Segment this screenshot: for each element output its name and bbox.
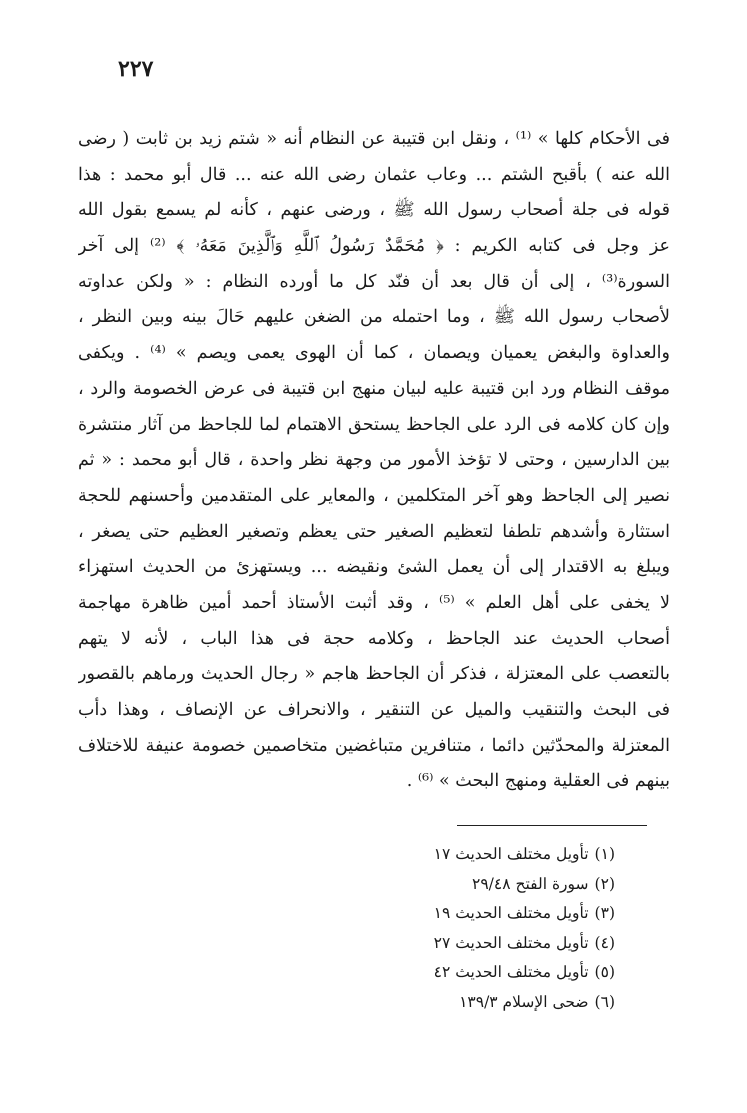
footnote-number: (٤) [594, 933, 615, 952]
text-line: المعتزلة والمحدّثين دائما ، متنافرين متباغضين متخاصمين خصومة عنيفة للاختلاف [78, 735, 670, 756]
text-line: وإن كان كلامه فى الرد على الجاحظ يستحق الاهتمام لما للجاحظ من آثار منتشرة [78, 414, 670, 435]
text-line: بالتعصب على المعتزلة ، فذكر أن الجاحظ هاجم « رجال الحديث ورماهم بالقصور [78, 664, 670, 685]
text-line: استثارة وأشدهم تلطفا لتعظيم الصغير حتى يعظم وتصغير العظيم حتى يصغر ، [78, 521, 670, 542]
text-line: السورة⁽³⁾ ، إلى أن قال بعد أن فنّد كل ما أورده النظام : « ولكن عداوته [78, 271, 670, 292]
text-line: الله عنه ) بأقبح الشتم ... وعاب عثمان رضى الله عنه ... قال أبو محمد : هذا [78, 164, 670, 185]
footnote-number: (٣) [594, 904, 615, 922]
text-line: لا يخفى على أهل العلم » ⁽⁵⁾ ، وقد أثبت الأستاذ أحمد أمين ظاهرة مهاجمة [78, 592, 670, 613]
footnote-item [255, 840, 615, 870]
main-text [78, 122, 670, 800]
footnotes-list [255, 840, 615, 1017]
footnote-text: تأويل مختلف الحديث ١٧ [433, 845, 589, 863]
text-line: فى البحث والتنقيب والميل عن التنقير ، والانحراف عن الإنصاف ، وهذا دأب [78, 700, 670, 720]
footnote-item [255, 929, 615, 959]
footnote-text: ضحى الإسلام ١٣٩/٣ [459, 992, 589, 1011]
text-line: لأصحاب رسول الله ﷺ ، وما احتمله من الضغن عليهم حَالَ بينه وبين النظر ، [78, 307, 670, 328]
footnote-number: (٢) [594, 874, 615, 893]
footnote-item [255, 870, 615, 900]
page-number: ٢٢٧ [118, 56, 154, 82]
footnote-item [255, 958, 615, 988]
text-line: ويبلغ به الاقتدار إلى أن يعمل الشئ ونقيضه ... ويستهزئ من الحديث استهزاء [78, 557, 670, 578]
text-line: عز وجل فى كتابه الكريم : ﴿ مُحَمَّدٌ رَسُولُ ٱللَّهِ وَٱلَّذِينَ مَعَهُۥ ﴾ ⁽²⁾ إلى آخر [78, 236, 670, 257]
footnote-text: تأويل مختلف الحديث ٤٢ [433, 963, 589, 981]
footnote-separator [457, 825, 647, 826]
footnote-item [255, 988, 615, 1018]
footnote-number: (٦) [594, 992, 615, 1011]
footnote-number: (١) [594, 845, 615, 863]
text-line: والعداوة والبغض يعميان ويصمان ، كما أن الهوى يعمى ويصم » ⁽⁴⁾ . ويكفى [78, 343, 670, 364]
footnote-number: (٥) [594, 963, 615, 981]
text-line: فى الأحكام كلها » ⁽¹⁾ ، ونقل ابن قتيبة عن النظام أنه « شتم زيد بن ثابت ( رضى [78, 129, 670, 149]
text-line: نصير إلى الجاحظ وهو آخر المتكلمين ، والمعاير على المتقدمين وأحسنهم للحجة [78, 485, 670, 506]
footnote-text: تأويل مختلف الحديث ١٩ [433, 904, 589, 922]
footnote-text: سورة الفتح ٢٩/٤٨ [472, 874, 589, 893]
footnote-text: تأويل مختلف الحديث ٢٧ [433, 933, 589, 952]
text-line: قوله فى جلة أصحاب رسول الله ﷺ ، ورضى عنهم ، كأنه لم يسمع بقول الله [78, 200, 670, 221]
text-line: بين الدارسين ، وحتى لا تؤخذ الأمور من وجهة نظر واحدة ، قال أبو محمد : « ثم [78, 450, 670, 471]
text-line: موقف النظام ورد ابن قتيبة عليه لبيان منهج ابن قتيبة فى عرض الخصومة والرد ، [78, 378, 670, 399]
text-line: بينهم فى العقلية ومنهج البحث » ⁽⁶⁾ . [406, 771, 670, 792]
footnote-item [255, 899, 615, 929]
text-line: أصحاب الحديث عند الجاحظ ، وكلامه حجة فى هذا الباب ، لأنه لا يتهم [78, 628, 670, 649]
